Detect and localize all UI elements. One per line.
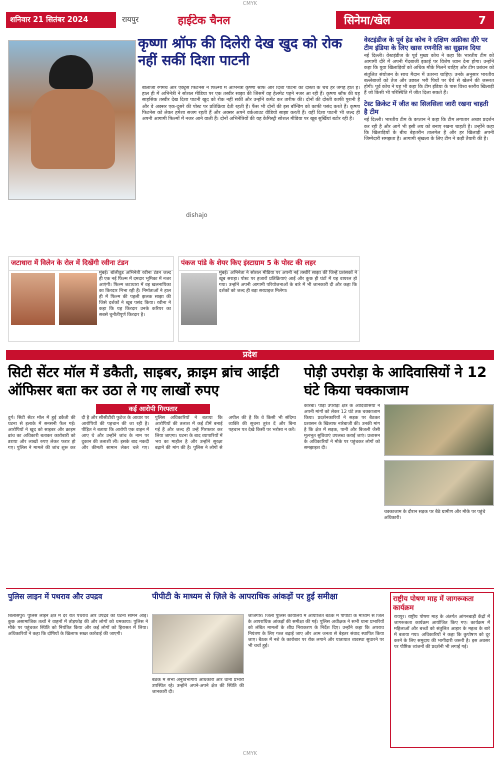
story-police-line-body [8,614,148,748]
lead-body [142,86,360,250]
story-ppt-body-left [152,678,244,748]
right-story1-body: नई दिल्ली। वेस्टइंडीज के पूर्व मुख्य कोच ने कहा कि भारतीय टीम को आगामी दौरे में अपनी गेंदबाजी इकाई पर विशेष ध्यान देना होगा। उन्होंने कहा कि युवा खिलाड़ियों को अधिक मौके मिलने चाहिए और टीम प्रबंधन को संतुलित संयोजन के साथ मैदान में उतरना चाहिए। उनके अनुसार भारतीय बल्लेबाजों को तेज और उछाल भरी पिचों पर धैर्य से खेलने की जरूरत होगी। पूर्व कोच ने यह भी कहा कि टीम इंडिया के पास विश्व स्तरीय खिलाड़ी हैं जो किसी भी परिस्थिति में जीत दिला सकते हैं। [364,54,494,97]
story-instagram [178,256,360,342]
story-raveena-photo-2 [59,273,97,325]
story-raveena-body: मुंबई। बॉलीवुड अभिनेत्री रवीना टंडन जल्द ही एक नई फिल्म में दमदार भूमिका में नजर आएंगी। फिल्म जटाधारा में वह खलनायिका का किरदार निभा रही हैं। निर्माताओं ने हाल ही में फिल्म की पहली झलक साझा की जिसे दर्शकों ने खूब पसंद किया। रवीना ने कहा कि यह किरदार उनके करियर का सबसे चुनौतीपूर्ण किरदार है। [99,270,171,318]
story-ppt-headline[interactable]: पीपीटी के माध्यम से ज़िले के आपराधिक आंकड़ों पर हुई समीक्षा [152,592,338,601]
divider-rule [6,588,494,589]
section-title: सिनेमा/खेल [344,13,391,27]
cmyk-mark-top: CMYK [242,1,258,7]
story-poshan-headline[interactable]: राष्ट्रीय पोषण माह में जागरूकता कार्यक्रम [393,595,474,612]
right-story2-headline[interactable]: टेस्ट क्रिकेट में जीत का सिलसिला जारी रखना चाहती है टीम [364,100,489,117]
chakkajam-photo-1 [384,404,494,456]
story-instagram-headline[interactable]: पंकज पांडे के शेयर किए इंस्टाग्राम 5 के पोस्ट की लहर [179,257,359,271]
story-mall-sublabel: कई आरोपी गिरफ्तार [96,404,210,414]
story-raveena [8,256,174,342]
right-story1-headline[interactable]: वेस्टइंडीज के पूर्व हेड कोच ने दक्षिण अफ्रीका दौरे पर टीम इंडिया के लिए खास रणनीति का सुझाव दिया [364,36,488,52]
story-instagram-body: मुंबई। अभिनेता ने सोशल मीडिया पर अपनी नई तस्वीरें साझा कीं जिन्हें प्रशंसकों ने खूब सराहा। पोस्ट पर हजारों प्रतिक्रियाएं आईं और कुछ ही घंटों में यह वायरल हो गया। उन्होंने अपनी आगामी परियोजनाओं के बारे में भी जानकारी दी और कहा कि दर्शकों को जल्द ही बड़ा सरप्राइज मिलेगा। [219,270,357,294]
right-story2-body: नई दिल्ली। भारतीय टीम के कप्तान ने कहा कि टीम लगातार अच्छा प्रदर्शन कर रही है और आगे भी इसी लय को बनाए रखना चाहती है। उन्होंने कहा कि खिलाड़ियों के बीच बेहतरीन तालमेल है और हर खिलाड़ी अपनी जिम्मेदारी समझता है। आगामी श्रृंखला के लिए टीम ने कड़ी तैयारी की है। [364,118,494,143]
story-raveena-photo-1 [11,273,55,325]
story-instagram-photo [181,273,217,325]
brand-logo: हाईटेक चैनल [177,13,231,27]
story-poshan-body: रायपुर। राष्ट्रीय पोषण माह के अंतर्गत आंगनबाड़ी केंद्रों में जागरूकता कार्यक्रम आयोजित किए गए। कार्यक्रम में महिलाओं और बच्चों को संतुलित आहार के महत्व के बारे में बताया गया। अधिकारियों ने कहा कि कुपोषण को दूर करने के लिए समुदाय की भागीदारी जरूरी है। इस अवसर पर पौष्टिक व्यंजनों की प्रदर्शनी भी लगाई गई। [394,615,490,650]
story-mall-body [8,404,296,584]
cmyk-mark-bottom: CMYK [242,751,258,757]
story-chakkajam-photos [384,404,494,584]
story-ppt-text: जांजगीर। जिला पुलिस कार्यालय में आयोजित बैठक में पीपीटी के माध्यम से जिले के आपराधिक आंकड़ों की समीक्षा की गई। पुलिस अधीक्षक ने सभी थाना प्रभारियों को लंबित मामलों के शीघ्र निराकरण के निर्देश दिए। उन्होंने कहा कि अपराध नियंत्रण के लिए गश्त बढ़ाई जाए और आम जनता से बेहतर संवाद स्थापित किया जाए। बैठक में नशे के कारोबार पर रोक लगाने और यातायात व्यवस्था सुधारने पर भी चर्चा हुई। [248,614,384,649]
story-ppt-photo [152,614,244,674]
page-header [6,8,494,32]
story-police-line-text: बिलासपुर। पुलिस लाइन क्षेत्र में देर रात पथराव और उपद्रव की घटना सामने आई। कुछ असामाजिक तत्वों ने वाहनों में तोड़फोड़ की और लोगों को धमकाया। पुलिस ने मौके पर पहुंचकर स्थिति को नियंत्रित किया और कई लोगों को हिरासत में लिया। अधिकारियों ने कहा कि दोषियों के खिलाफ सख्त कार्रवाई की जाएगी। [8,614,148,637]
header-date: शनिवार 21 सितंबर 2024 [6,12,116,28]
lead-body-text: बालाजी रंगमंच और एक्ट्रेस फिटनेस ने फिल्मों में अभिनेत्री कृष्णा श्रॉफ और दिशा पाटनी की दोस्ती के चर्चे हर जगह होते हैं। हाल ही में अभिनेत्री ने सोशल मीडिया पर एक तस्वीर साझा की जिसमें वह हेलमेट पहने नजर आ रही हैं। कृष्णा श्रॉफ की यह साहसिक तस्वीर देख दिशा पाटनी खुद को रोक नहीं सकीं और उन्होंने कमेंट कर तारीफ की। दोनों की दोस्ती काफी पुरानी है और वे अक्सर एक-दूसरे की पोस्ट पर प्रतिक्रिया देती रहती हैं। फैंस भी दोनों की इस बॉन्डिंग को काफी पसंद करते हैं। कृष्णा फिटनेस को लेकर हमेशा सजग रहती हैं और अक्सर अपने वर्कआउट वीडियो साझा करती हैं। वहीं दिशा पाटनी भी जल्द ही अपनी आगामी फिल्मों में नजर आने वाली हैं। दोनों अभिनेत्रियों की यह केमिस्ट्री सोशल मीडिया पर खूब सुर्खियां बटोर रही है। [142,86,360,123]
story-chakkajam-headline[interactable]: पोड़ी उपरोड़ा के आदिवासियों ने 12 घंटे किया चक्काजाम [304,365,487,399]
lead-headline[interactable]: कृष्णा श्रॉफ की दिलेरी देख खुद को रोक नहीं सकीं दिशा पाटनी [138,36,342,69]
section-banner-pradesh: प्रदेश [6,350,494,360]
page-number: 7 [478,13,486,27]
helmet-shape [49,55,93,89]
story-mall-text: दुर्ग। सिटी सेंटर मॉल में हुई डकैती की घटना से इलाके में सनसनी फैल गई। आरोपियों ने खुद को साइबर और क्राइम ब्रांच का अधिकारी बताकर कारोबारी को डराया और लाखों रुपए लेकर फरार हो गए। पुलिस ने मामले की जांच शुरू कर दी है और सीसीटीवी फुटेज के आधार पर आरोपियों की पहचान की जा रही है। पीड़ित ने बताया कि आरोपी एक वाहन में आए थे और उन्होंने जांच के नाम पर दुकान की तलाशी ली। इसके बाद नकदी और कीमती सामान लेकर चले गए। पुलिस अधिकारियों ने बताया कि आरोपियों की तलाश में कई टीमें बनाई गई हैं और जल्द ही उन्हें गिरफ्तार कर लिया जाएगा। घटना के बाद व्यापारियों में भय का माहौल है और उन्होंने सुरक्षा बढ़ाने की मांग की है। पुलिस ने लोगों से अपील की है कि वे किसी भी संदिग्ध व्यक्ति की सूचना तुरंत दें और बिना पहचान पत्र देखे किसी पर भरोसा न करें। [8,416,296,451]
section-header [336,11,494,29]
right-column [364,36,494,328]
photo-credit: dishajo [186,212,208,219]
lead-photo [8,40,136,200]
story-police-line-headline[interactable]: पुलिस लाइन में पथराव और उपद्रव [8,592,103,601]
chakkajam-caption: चक्काजाम के दौरान सड़क पर बैठे ग्रामीण और मौके पर पहुंचे अधिकारी। [384,510,486,521]
story-chakkajam-text: कोरबा। पोड़ी उपरोड़ा क्षेत्र के आदिवासियों ने अपनी मांगों को लेकर 12 घंटे तक चक्काजाम किया। प्रदर्शनकारियों ने सड़क पर बैठकर प्रशासन के खिलाफ नारेबाजी की। उनकी मांग है कि क्षेत्र में सड़क, पानी और बिजली जैसी मूलभूत सुविधाएं उपलब्ध कराई जाएं। प्रशासन के अधिकारियों ने मौके पर पहुंचकर लोगों को समझाइश दी। [304,404,380,451]
story-raveena-headline[interactable]: जटाधारा में विलेन के रोल में दिखेंगी रवीना टंडन [9,257,173,271]
story-poshan-box [390,592,494,748]
story-ppt-body [248,614,384,748]
story-ppt-text-left: बैठक में सभी अनुविभागीय अधिकारी और थाना प्रभारी उपस्थित रहे। उन्होंने अपने-अपने क्षेत्र की स्थिति की जानकारी दी। [152,678,244,695]
lead-story [8,36,360,252]
header-city: रायपुर [122,15,139,24]
story-mall-headline[interactable]: सिटी सेंटर मॉल में डकैती, साइबर, क्राइम ब्रांच आईटी ऑफिसर बता कर उठा ले गए लाखों रुपए [8,365,280,399]
chakkajam-photo-2 [384,460,494,506]
person-shape [31,89,115,169]
story-chakkajam-body [304,404,380,584]
